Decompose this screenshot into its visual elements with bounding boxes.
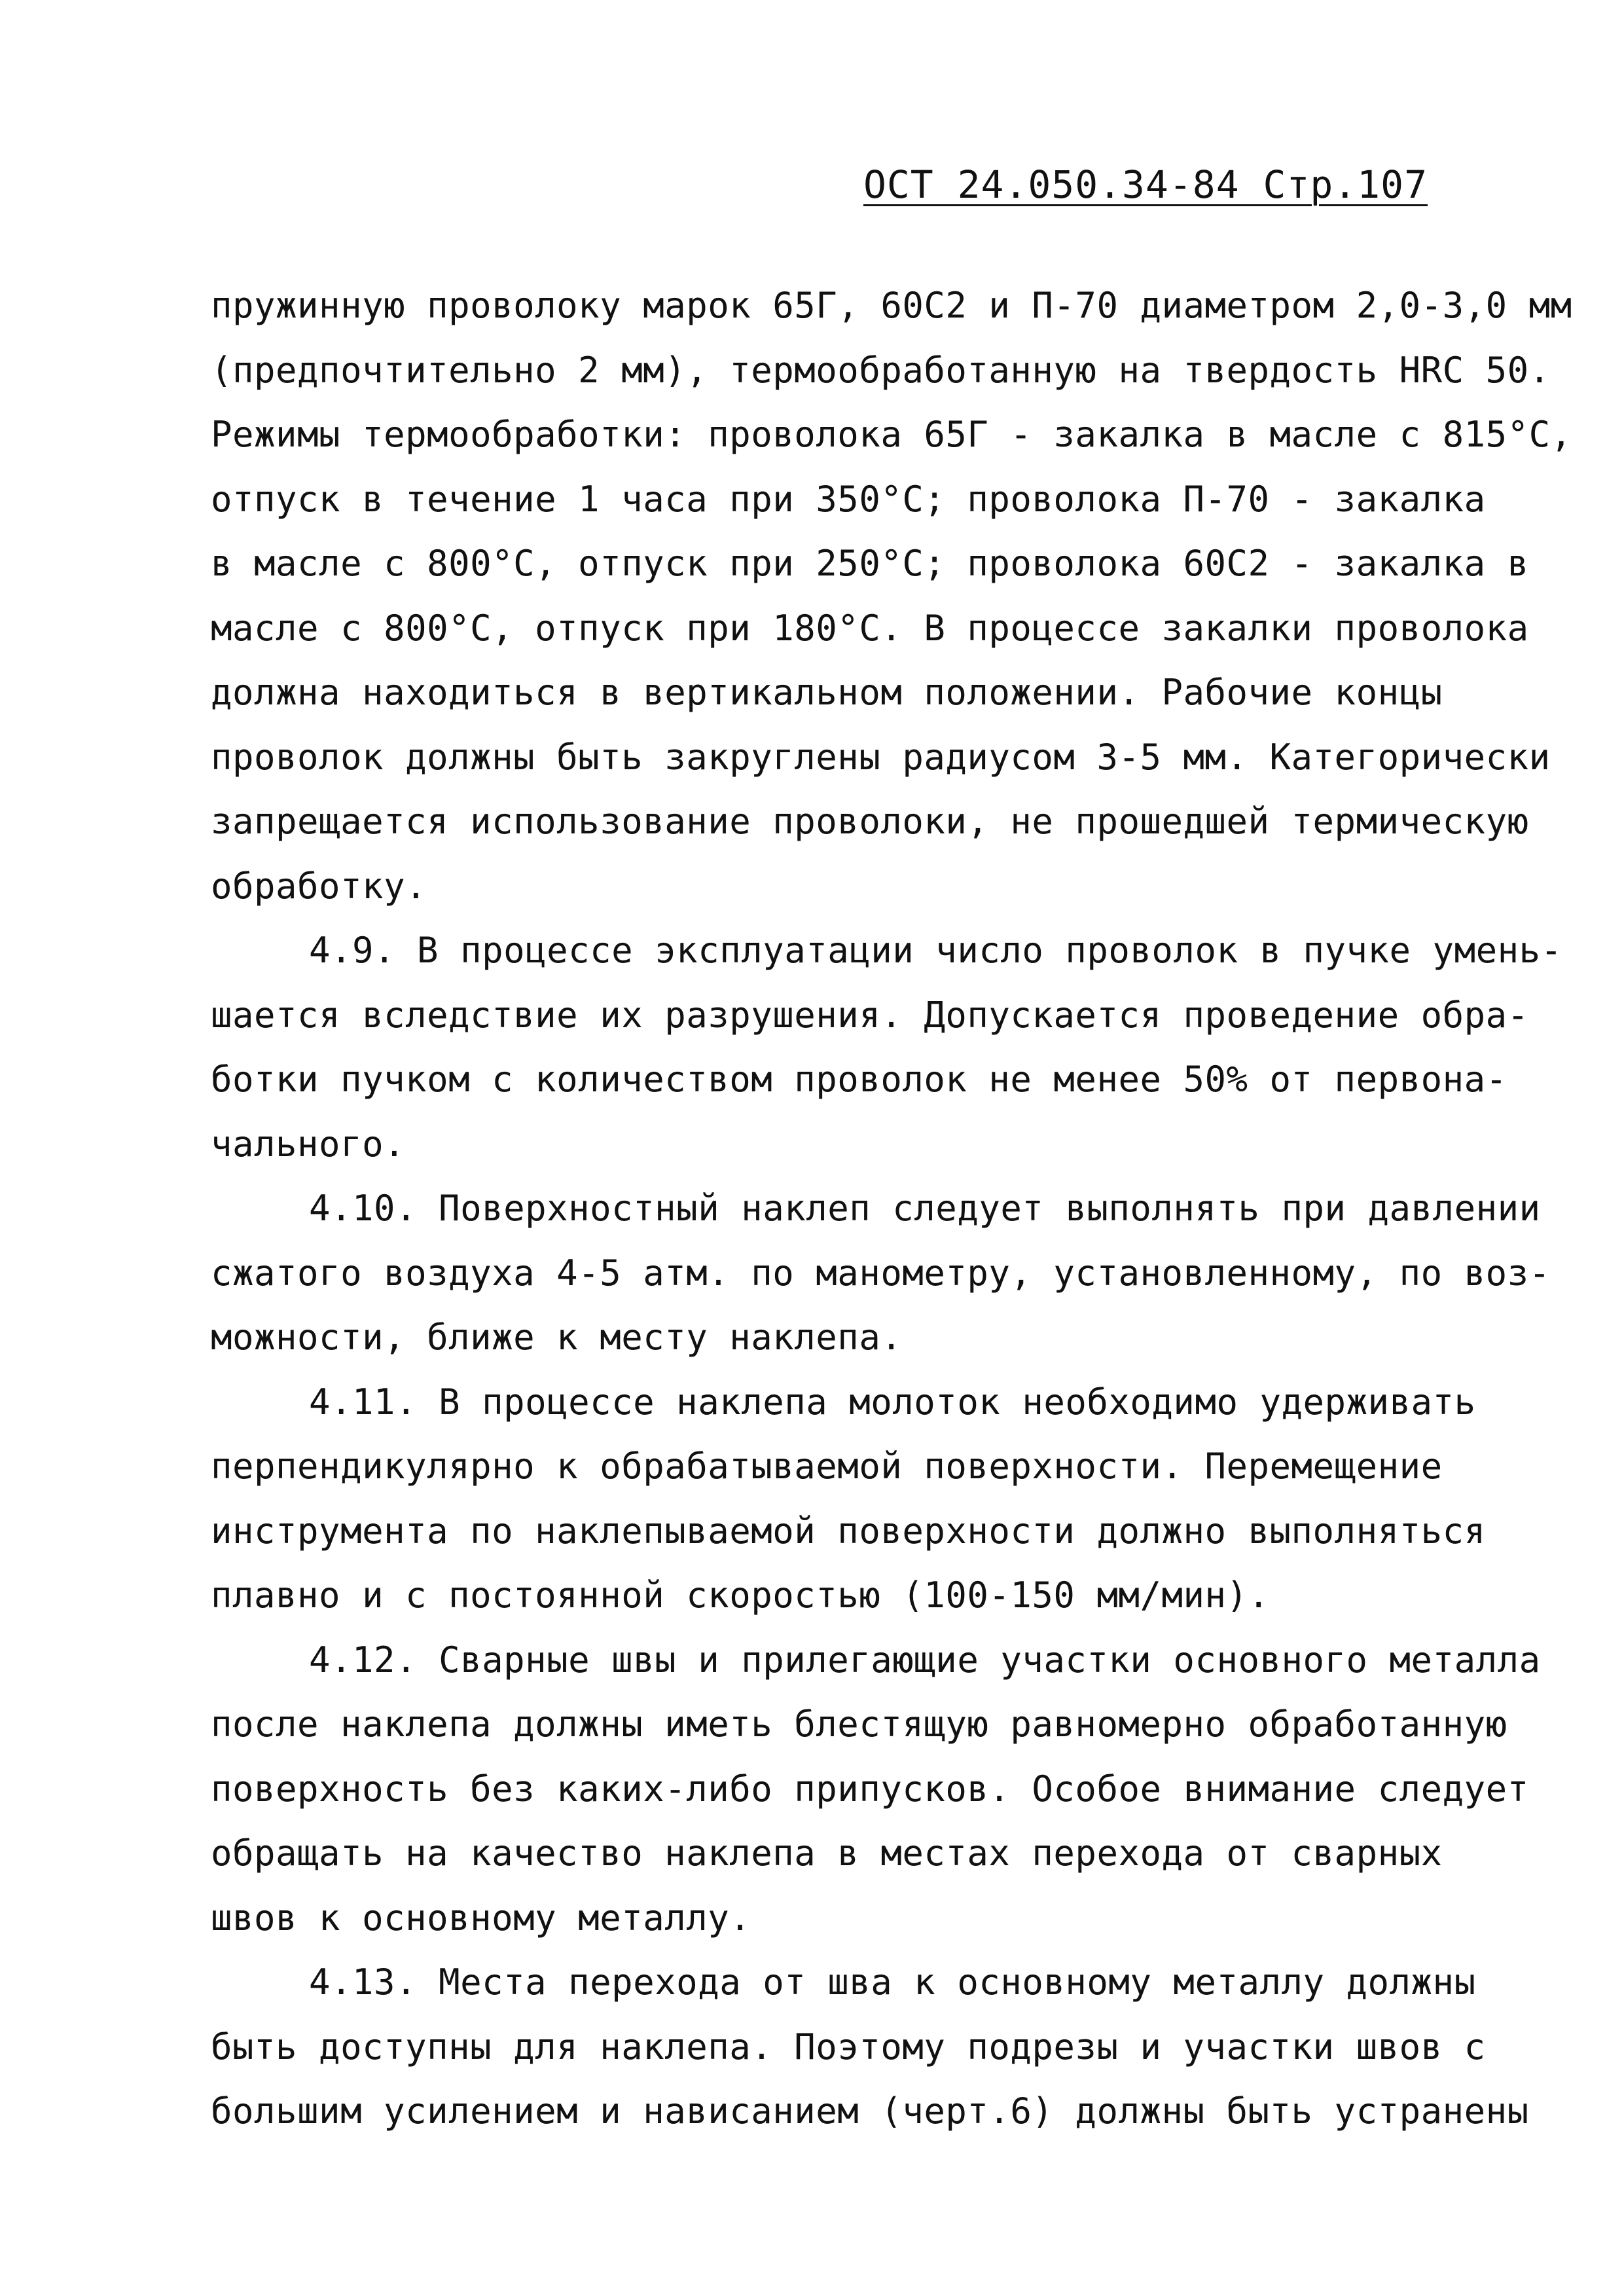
paragraph-4-10-start: 4.10. Поверхностный наклеп следует выполнять при давлении (309, 1188, 1541, 1229)
document-header: ОСТ 24.050.34-84 Стр.107 (863, 162, 1428, 207)
text-line: запрещается использование проволоки, не прошедшей термическую (211, 801, 1529, 842)
text-line: поверхность без каких-либо припусков. Особое внимание следует (211, 1768, 1529, 1810)
text-line: должна находиться в вертикальном положении. Рабочие концы (211, 672, 1443, 713)
text-line: швов к основному металлу. (211, 1897, 751, 1939)
text-line: большим усилением и нависанием (черт.6) должны быть устранены (211, 2090, 1529, 2132)
text-line: шается вследствие их разрушения. Допускается проведение обра- (211, 994, 1529, 1036)
text-line: быть доступны для наклепа. Поэтому подрезы и участки швов с (211, 2026, 1486, 2068)
text-line: (предпочтительно 2 мм), термообработанную на твердость HRC 50. (211, 349, 1551, 391)
text-line: перпендикулярно к обрабатываемой поверхности. Перемещение (211, 1446, 1443, 1487)
text-line: чального. (211, 1123, 406, 1165)
text-line: ботки пучком с количеством проволок не менее 50% от первона- (211, 1059, 1507, 1100)
paragraph-4-12-start: 4.12. Сварные швы и прилегающие участки основного металла (309, 1639, 1541, 1681)
text-line: обработку. (211, 865, 427, 907)
text-line: можности, ближе к месту наклепа. (211, 1317, 903, 1358)
text-line: сжатого воздуха 4-5 атм. по манометру, установленному, по воз- (211, 1252, 1551, 1294)
text-line: плавно и с постоянной скоростью (100-150 мм/мин). (211, 1575, 1270, 1616)
paragraph-4-13-start: 4.13. Места перехода от шва к основному металлу должны (309, 1961, 1476, 2003)
text-line: после наклепа должны иметь блестящую равномерно обработанную (211, 1704, 1507, 1745)
paragraph-4-11-start: 4.11. В процессе наклепа молоток необходимо удерживать (309, 1381, 1476, 1423)
paragraph-4-9-start: 4.9. В процессе эксплуатации число проволок в пучке умень- (309, 930, 1562, 971)
text-line: в масле с 800°С, отпуск при 250°С; проволока 60С2 - закалка в (211, 543, 1529, 584)
text-line: отпуск в течение 1 часа при 350°С; проволока П-70 - закалка (211, 478, 1486, 520)
text-line: масле с 800°С, отпуск при 180°С. В процессе закалки проволока (211, 607, 1529, 649)
text-line: обращать на качество наклепа в местах перехода от сварных (211, 1832, 1443, 1874)
document-body (211, 274, 1572, 2144)
text-line: проволок должны быть закруглены радиусом 3-5 мм. Категорически (211, 736, 1551, 778)
text-line: инструмента по наклепываемой поверхности должно выполняться (211, 1510, 1486, 1552)
text-line: пружинную проволоку марок 65Г, 60С2 и П-70 диаметром 2,0-3,0 мм (211, 285, 1572, 326)
text-line: Режимы термообработки: проволока 65Г - закалка в масле с 815°С, (211, 414, 1572, 455)
